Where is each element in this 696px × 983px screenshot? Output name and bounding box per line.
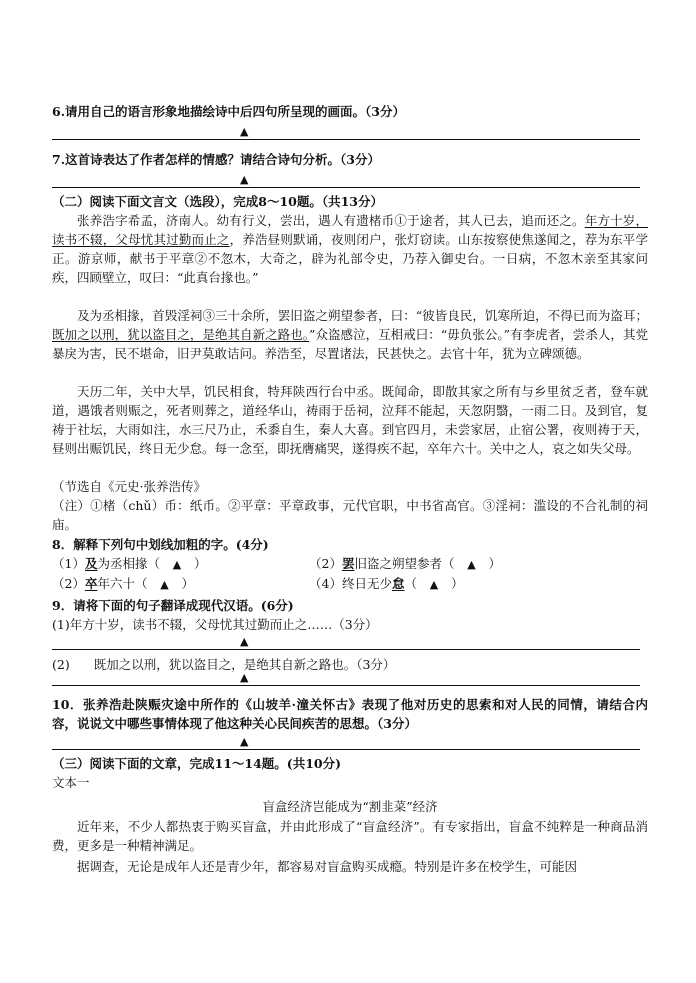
question-9: 9．请将下面的句子翻译成现代汉语。(6分) — [52, 598, 294, 613]
q8-row-2 — [52, 575, 464, 594]
answer-marker-icon: ▲ — [240, 735, 249, 748]
answer-rule — [52, 749, 640, 750]
question-10: 10．张养浩赴陕赈灾途中所作的《山坡羊·潼关怀古》表现了他对历史的思索和对人民的同情，请结合内容，说说文中哪些事情体现了他这种关心民间疾苦的思想。（3分） — [52, 697, 648, 731]
underlined-sentence-2: 既加之以刑，犹以盗目之，是绝其自新之路也。 — [52, 327, 310, 342]
article-paragraph-1: 近年来，不少人都热衷于购买盲盒，并由此形成了“盲盒经济”。有专家指出，盲盒不纯粹是一种商品消费，更多是一种精神满足。 — [52, 819, 648, 853]
answer-line-7[interactable] — [52, 174, 640, 192]
answer-marker-icon: ▲ — [429, 578, 439, 591]
answer-line-9-2[interactable] — [52, 672, 640, 690]
answer-marker-icon: ▲ — [240, 125, 249, 138]
question-6: 6.请用自己的语言形象地描绘诗中后四句所呈现的画面。（3分） — [52, 104, 405, 119]
q8-item-2[interactable]: （2）罢旧盗之朔望参者（ ▲ ） — [309, 555, 501, 574]
answer-marker-icon: ▲ — [240, 635, 249, 648]
passage-paragraph-3: 天历二年，关中大旱，饥民相食，特拜陕西行台中丞。既闻命，即散其家之所有与乡里贫乏者，登车就道，遇饿者则赈之，死者则葬之，道经华山，祷雨于岳祠，泣拜不能起，天忽阴翳，一雨二日。及到官，复祷于社坛，大雨如注，水三尺乃止，禾黍自生，秦人大喜。到官四月，未尝家居，止宿公署，夜则祷于天，昼则出赈饥民，终日无少怠。每一念至，即抚膺痛哭，遂得疾不起，卒年六十。关中之人，哀之如失父母。 — [52, 384, 648, 456]
answer-marker-icon: ▲ — [240, 671, 249, 684]
answer-line-9-1[interactable] — [52, 636, 640, 654]
passage-paragraph-2: 及为丞相掾，首毁淫祠③三十余所，罢旧盗之朔望参者，曰：“彼皆良民，饥寒所迫，不得已而为盗耳；既加之以刑，犹以盗目之，是绝其自新之路也。”众盗感泣，互相戒曰：“毋负张公。”有李虎者，尝杀人，其党暴戾为害，民不堪命，旧尹莫敢诘问。养浩至，尽置诸法，民甚快之。去官十年，犹为立碑颂德。 — [52, 308, 648, 361]
q9-sentence-2: (2) 既加之以刑，犹以盗目之，是绝其自新之路也。（3分） — [52, 657, 396, 672]
answer-line-6[interactable] — [52, 126, 640, 144]
q8-row-1 — [52, 555, 501, 574]
q8-item-3[interactable]: （2）卒年六十（ ▲ ） — [52, 576, 194, 591]
article-paragraph-2: 据调查，无论是成年人还是青少年，都容易对盲盒购买成瘾。特别是许多在校学生，可能因 — [77, 859, 578, 874]
answer-rule — [52, 139, 640, 140]
section-3-heading: （三）阅读下面的文章，完成11～14题。(共10分) — [52, 756, 342, 771]
answer-marker-icon: ▲ — [172, 558, 182, 571]
passage-paragraph-1: 张养浩字希孟，济南人。幼有行义，尝出，遇人有遗楮币①于途者，其人已去，追而还之。年方十岁，读书不辍，父母忧其过勤而止之，养浩昼则默诵，夜则闭户，张灯窃读。山东按察使焦遂闻之，荐为东平学正。游京师，献书于平章②不忽木，大奇之，辟为礼部令史，乃荐入御史台。一日病，不忽木亲至其家问疾，四顾壁立，叹曰：“此真台掾也。” — [52, 213, 648, 285]
answer-rule — [52, 685, 640, 686]
q8-item-1[interactable]: （1）及为丞相掾（ ▲ ） — [52, 556, 207, 571]
answer-rule — [52, 649, 640, 650]
underlined-sentence-1: 年方十岁，读书不辍，父母忧其过勤而止之 — [52, 213, 648, 247]
q8-item-4[interactable]: （4）终日无少怠（ ▲ ） — [309, 575, 464, 594]
answer-line-10[interactable] — [52, 736, 640, 754]
section-2-heading: （二）阅读下面文言文（选段），完成8～10题。（共13分） — [52, 194, 383, 209]
answer-rule — [52, 187, 640, 188]
answer-marker-icon: ▲ — [467, 558, 476, 571]
answer-marker-icon: ▲ — [240, 173, 249, 186]
answer-marker-icon: ▲ — [160, 578, 169, 591]
q9-sentence-1: (1)年方十岁，读书不辍，父母忧其过勤而止之……（3分） — [52, 617, 378, 632]
question-7: 7.这首诗表达了作者怎样的情感？请结合诗句分析。（3分） — [52, 152, 380, 167]
article-title: 盲盒经济岂能成为“割韭菜”经济 — [262, 799, 438, 814]
question-8: 8．解释下列句中划线加粗的字。(4分) — [52, 537, 269, 552]
passage-notes: （注）①楮（chǔ）币：纸币。②平章：平章政事，元代官职，中书省高官。③淫祠：滥设的不合礼制的祠庙。 — [52, 498, 648, 532]
passage-source: （节选自《元史·张养浩传》 — [52, 479, 206, 494]
text-one-label: 文本一 — [52, 775, 90, 790]
